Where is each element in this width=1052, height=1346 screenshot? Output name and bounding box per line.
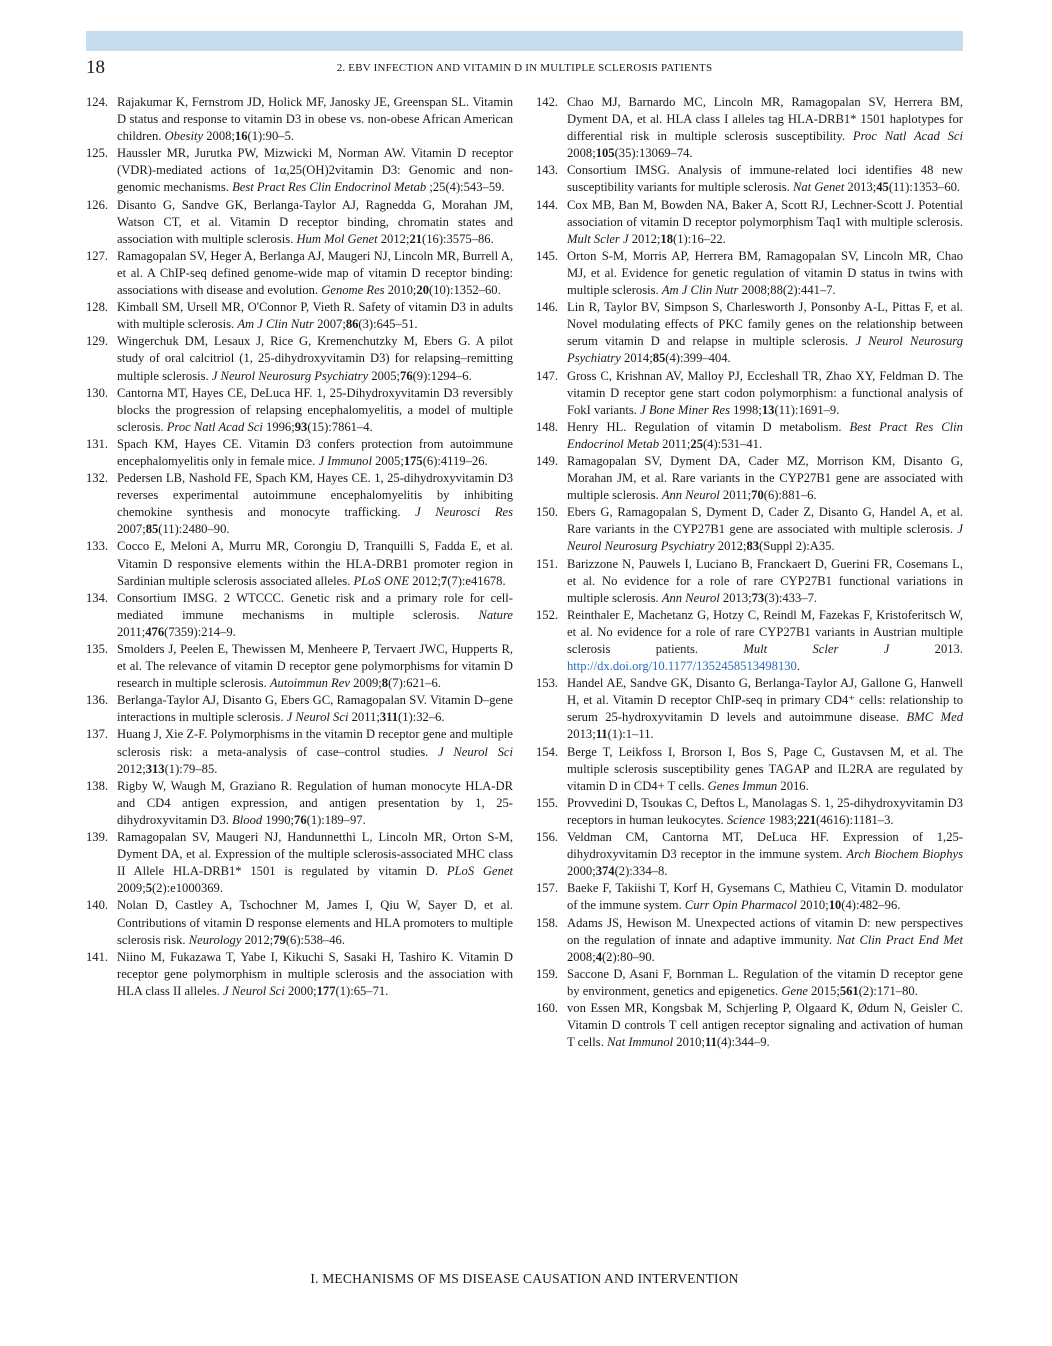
reference-volume: 25 xyxy=(690,436,703,451)
reference-pages: (4):531–41. xyxy=(702,436,763,451)
reference-entry xyxy=(86,692,513,726)
reference-volume: 313 xyxy=(145,761,165,776)
reference-text: Veldman CM, Cantorna MT, DeLuca HF. Expression of 1,25-dihydroxyvitamin D3 receptor in the immune system. xyxy=(567,830,963,862)
reference-entry xyxy=(86,538,513,589)
reference-volume: 86 xyxy=(345,317,359,332)
reference-number: 147. xyxy=(536,368,559,383)
reference-year: 2015; xyxy=(811,983,840,998)
reference-entry xyxy=(536,915,963,966)
reference-text: Wingerchuk DM, Lesaux J, Rice G, Kremenchutzky M, Ebers G. A pilot study of oral calcitriol (1, 25-dihydroxyvitamin D3) for relapsing–remitting multiple sclerosis. xyxy=(117,334,513,383)
reference-number: 141. xyxy=(86,949,109,964)
reference-pages: (1):90–5. xyxy=(247,129,295,144)
reference-number: 128. xyxy=(86,300,109,315)
reference-entry xyxy=(536,607,963,675)
reference-journal: Gene xyxy=(781,983,808,998)
reference-text: Cantorna MT, Hayes CE, DeLuca HF. 1, 25-Dihydroxyvitamin D3 reversibly blocks the progression of relapsing encephalomyelitis, a model of multiple sclerosis. xyxy=(117,385,513,434)
reference-entry xyxy=(86,333,513,384)
reference-pages: (6):4119–26. xyxy=(422,453,488,468)
reference-number: 145. xyxy=(536,248,559,263)
reference-number: 144. xyxy=(536,197,559,212)
reference-text: Reinthaler E, Machetanz G, Hotzy C, Reindl M, Fazekas F, Kristoferitsch W, et al. No evidence for a role of rare CYP27B1 variants in Austrian multiple sclerosis patients. xyxy=(567,607,963,656)
reference-number: 151. xyxy=(536,556,559,571)
reference-pages: (1):16–22. xyxy=(673,231,726,246)
reference-volume: 7 xyxy=(440,573,448,588)
reference-year: 2009; xyxy=(117,881,146,896)
reference-volume: 20 xyxy=(416,283,430,298)
reference-year: 2007; xyxy=(317,317,346,332)
reference-entry xyxy=(536,94,963,162)
reference-volume: 311 xyxy=(379,710,399,725)
reference-number: 159. xyxy=(536,966,559,981)
reference-text: Smolders J, Peelen E, Thewissen M, Menheere P, Tervaert JWC, Hupperts R, et al. The relevance of vitamin D receptor gene polymorphisms for vitamin D research in multiple sclerosis. xyxy=(117,642,513,691)
page-number: 18 xyxy=(86,57,105,78)
reference-volume: 85 xyxy=(652,351,666,366)
reference-year: 1998; xyxy=(733,402,762,417)
reference-journal: Autoimmun Rev xyxy=(269,676,350,691)
reference-pages: (2):e1000369. xyxy=(151,881,223,896)
reference-volume: 561 xyxy=(839,983,859,998)
reference-pages: (6):881–6. xyxy=(763,488,817,503)
reference-year: 2000; xyxy=(567,864,596,879)
reference-pages: (16):3575–86. xyxy=(422,231,494,246)
reference-text: Saccone D, Asani F, Bornman L. Regulation of the vitamin D receptor gene by environment, genetics and epigenetics. xyxy=(567,966,963,998)
reference-journal: J Neurosci Res xyxy=(415,505,514,520)
reference-pages: (7):e41678. xyxy=(447,573,506,588)
reference-pages: (1):189–97. xyxy=(306,812,366,827)
reference-text: Consortium IMSG. 2 WTCCC. Genetic risk and a primary role for cell-mediated immune mechanisms in multiple sclerosis. xyxy=(117,590,513,622)
reference-journal: BMC Med xyxy=(906,710,963,725)
reference-journal: Proc Natl Acad Sci xyxy=(852,129,963,144)
reference-year: 1983; xyxy=(768,812,798,827)
reference-pages: (Suppl 2):A35. xyxy=(759,539,835,554)
reference-volume: 175 xyxy=(403,453,423,468)
reference-volume: 13 xyxy=(761,402,775,417)
reference-journal: J Neurol Neurosurg Psychiatry xyxy=(211,368,369,383)
reference-text: Lin R, Taylor BV, Simpson S, Charlesworth J, Ponsonby A-L, Pittas F, et al. Novel modulating effects of PKC family genes on the relationship between serum vitamin D and relapse in multiple sclerosis. xyxy=(567,300,963,349)
reference-journal: Mult Scler J xyxy=(743,642,890,656)
reference-number: 150. xyxy=(536,505,559,520)
reference-text: Disanto G, Sandve GK, Berlanga-Taylor AJ, Ragnedda G, Morahan JM, Watson CT, et al. Vitamin D receptor binding, chromatin states and association with multiple sclerosis. xyxy=(117,197,513,246)
reference-volume: 11 xyxy=(704,1035,717,1050)
reference-year: 2005; xyxy=(375,453,404,468)
reference-year: 2010; xyxy=(800,898,829,913)
reference-year: 2010; xyxy=(676,1035,705,1050)
reference-pages: (2):80–90. xyxy=(601,949,655,964)
reference-pages: (3):645–51. xyxy=(358,317,418,332)
reference-year: 2008; xyxy=(567,146,596,161)
reference-text: Ramagopalan SV, Dyment DA, Cader MZ, Morrison KM, Disanto G, Morahan JM, et al. Rare variants in the CYP27B1 gene are associated with multiple sclerosis. xyxy=(567,453,963,503)
reference-journal: Arch Biochem Biophys xyxy=(846,847,963,862)
reference-pages: (1):32–6. xyxy=(398,710,445,725)
reference-entry xyxy=(86,197,513,248)
reference-number: 156. xyxy=(536,830,559,845)
reference-text: Cox MB, Ban M, Bowden NA, Baker A, Scott RJ, Lechner-Scott J. Potential association of vitamin D receptor polymorphism Taq1 with multiple sclerosis. xyxy=(567,197,963,229)
reference-journal: PLoS ONE xyxy=(353,573,410,588)
reference-journal: J Neurol Sci xyxy=(222,983,285,998)
reference-year: 2012; xyxy=(380,231,410,246)
reference-text: Consortium IMSG. Analysis of immune-related loci identifies 48 new susceptibility variants for multiple sclerosis. xyxy=(567,163,963,195)
reference-entry xyxy=(86,641,513,692)
reference-entry xyxy=(86,94,513,145)
reference-pages: (11):1691–9. xyxy=(774,402,840,417)
reference-volume: 45 xyxy=(876,180,889,195)
reference-text: Barizzone N, Pauwels I, Luciano B, Franckaert D, Guerini FR, Cosemans L, et al. No evidence for a role of rare CYP27B1 functional variations in multiple sclerosis. xyxy=(567,556,963,605)
reference-number: 135. xyxy=(86,642,109,656)
reference-entry xyxy=(536,504,963,555)
reference-text: Ramagopalan SV, Maugeri NJ, Handunnetthi L, Lincoln MR, Orton S-M, Dyment DA, et al. Expression of the multiple sclerosis-associated MHC class II Allele HLA-DRB1* 1501 is regulated by vitamin D. xyxy=(117,830,513,879)
reference-pages: (4):344–9. xyxy=(716,1035,770,1050)
reference-journal: PLoS Genet xyxy=(446,864,514,879)
reference-year: 2013; xyxy=(567,727,596,742)
reference-text: Cocco E, Meloni A, Murru MR, Corongiu D, Tranquilli S, Fadda E, et al. Vitamin D responsive elements within the HLA-DRB1 promoter region in Sardinian multiple sclerosis associated alleles. xyxy=(117,539,513,588)
reference-pages: (15):7861–4. xyxy=(307,419,373,434)
reference-year: 2005; xyxy=(371,368,401,383)
reference-journal: J Immunol xyxy=(318,453,372,468)
reference-number: 131. xyxy=(86,436,109,451)
reference-entry xyxy=(86,726,513,777)
reference-number: 126. xyxy=(86,197,109,212)
reference-pages: (10):1352–60. xyxy=(429,283,501,298)
reference-year: 2008; xyxy=(567,949,596,964)
reference-journal: Am J Clin Nutr xyxy=(661,283,739,298)
reference-year: 2011; xyxy=(117,624,146,639)
reference-year: 2009; xyxy=(353,676,382,691)
reference-year: 2012; xyxy=(117,761,146,776)
reference-text: Kimball SM, Ursell MR, O'Connor P, Vieth R. Safety of vitamin D3 in adults with multiple sclerosis. xyxy=(117,300,513,332)
header-color-bar xyxy=(86,31,963,51)
reference-year: 2012; xyxy=(244,932,274,947)
reference-pages: (11):2480–90. xyxy=(158,522,230,537)
reference-entry xyxy=(536,368,963,419)
reference-text: Pedersen LB, Nashold FE, Spach KM, Hayes CE. 1, 25-dihydroxyvitamin D3 reverses experimental autoimmune encephalomyelitis by inhibiting chemokine synthesis and monocyte trafficking. xyxy=(117,471,513,520)
reference-pages: . xyxy=(796,659,800,674)
reference-year: ;25(4):543–59. xyxy=(429,180,505,195)
reference-number: 160. xyxy=(536,1000,559,1015)
reference-text: Huang J, Xie Z-F. Polymorphisms in the vitamin D receptor gene and multiple sclerosis risk: a meta-analysis of case–control studies. xyxy=(117,727,513,759)
reference-text: Spach KM, Hayes CE. Vitamin D3 confers protection from autoimmune encephalomyelitis only in female mice. xyxy=(117,436,513,468)
reference-number: 146. xyxy=(536,300,559,315)
reference-year: 2011; xyxy=(722,488,752,503)
reference-text: Henry HL. Regulation of vitamin D metabolism. xyxy=(567,419,842,434)
reference-text: Provvedini D, Tsoukas C, Deftos L, Manolagas S. 1, 25-dihydroxyvitamin D3 receptors in human leukocytes. xyxy=(567,795,963,827)
reference-pages: (4):482–96. xyxy=(841,898,901,913)
reference-number: 158. xyxy=(536,915,559,930)
reference-pages: (11):1353–60. xyxy=(888,180,961,195)
reference-volume: 11 xyxy=(595,727,608,742)
reference-journal: Obesity xyxy=(164,129,204,144)
reference-year: 2008; xyxy=(206,129,235,144)
reference-entry xyxy=(86,470,513,538)
reference-volume: 10 xyxy=(828,898,842,913)
reference-entry xyxy=(86,590,513,641)
reference-entry xyxy=(536,744,963,795)
reference-pages: (2):334–8. xyxy=(614,864,668,879)
reference-volume: 16 xyxy=(234,129,248,144)
reference-number: 124. xyxy=(86,95,109,109)
reference-entry xyxy=(86,145,513,196)
reference-entry xyxy=(536,829,963,880)
reference-entry xyxy=(86,778,513,829)
reference-journal: Blood xyxy=(232,812,263,827)
reference-journal: Neurology xyxy=(188,932,242,947)
reference-year: 1996; xyxy=(266,419,295,434)
reference-volume: 221 xyxy=(797,812,817,827)
reference-entry xyxy=(86,436,513,470)
reference-text: Haussler MR, Jurutka PW, Mizwicki M, Norman AW. Vitamin D receptor (VDR)-mediated actions of 1α,25(OH)2vitamin D3: Genomic and non-genomic mechanisms. xyxy=(117,146,513,195)
reference-number: 137. xyxy=(86,727,109,742)
reference-year: 2013; xyxy=(722,590,752,605)
reference-number: 152. xyxy=(536,607,559,622)
reference-year: 2014; xyxy=(624,351,653,366)
reference-volume: 76 xyxy=(400,368,413,383)
reference-volume: 177 xyxy=(316,983,336,998)
reference-number: 157. xyxy=(536,881,559,896)
reference-journal: Genes Immun xyxy=(707,778,778,793)
reference-journal: Genome Res xyxy=(321,283,385,298)
reference-volume: 79 xyxy=(273,932,286,947)
reference-volume: 476 xyxy=(145,624,165,639)
reference-volume: 5 xyxy=(145,881,152,896)
reference-text: Chao MJ, Barnardo MC, Lincoln MR, Ramagopalan SV, Herrera BM, Dyment DA, et al. HLA class I alleles tag HLA-DRB1* 1501 haplotypes for differential risk in multiple sclerosis susceptibility. xyxy=(567,95,963,144)
reference-text: Ebers G, Ramagopalan S, Dyment D, Cader Z, Disanto G, Handel A, et al. Rare variants in the CYP27B1 gene are associated with multiple sclerosis. xyxy=(567,505,963,537)
reference-year: 2012; xyxy=(717,539,747,554)
reference-pages: (9):1294–6. xyxy=(412,368,472,383)
reference-number: 139. xyxy=(86,830,109,845)
reference-year: 2011; xyxy=(662,436,691,451)
reference-journal: Nature xyxy=(478,607,513,622)
reference-volume: 4 xyxy=(595,949,602,964)
reference-pages: (7):621–6. xyxy=(388,676,441,691)
reference-text: Rigby W, Waugh M, Graziano R. Regulation of human monocyte HLA-DR and CD4 antigen expression, and antigen presentation by 1, 25-dihydroxyvitamin D3. xyxy=(117,778,513,827)
reference-year: 2012; xyxy=(412,573,441,588)
reference-year: 2007; xyxy=(117,522,146,537)
reference-number: 143. xyxy=(536,163,559,178)
reference-number: 155. xyxy=(536,795,559,810)
reference-journal: Nat Clin Pract End Met xyxy=(836,932,963,947)
reference-journal: Best Pract Res Clin Endocrinol Metab xyxy=(232,180,427,195)
reference-journal: Hum Mol Genet xyxy=(296,231,378,246)
reference-volume: 8 xyxy=(381,676,389,691)
reference-entry xyxy=(86,299,513,333)
reference-pages: (7359):214–9. xyxy=(164,624,236,639)
reference-pages: (4616):1181–3. xyxy=(816,812,894,827)
reference-pages: (35):13069–74. xyxy=(614,146,693,161)
reference-journal: Nat Immunol xyxy=(607,1035,674,1050)
reference-text: von Essen MR, Kongsbak M, Schjerling P, Olgaard K, Ødum N, Geisler C. Vitamin D controls T cell antigen receptor signaling and activation of human T cells. xyxy=(567,1000,963,1050)
reference-journal: J Neurol Sci xyxy=(286,710,349,725)
reference-number: 125. xyxy=(86,146,109,161)
reference-number: 134. xyxy=(86,590,109,605)
reference-journal: Curr Opin Pharmacol xyxy=(684,898,797,913)
reference-number: 148. xyxy=(536,419,559,434)
reference-number: 153. xyxy=(536,676,559,691)
reference-entry xyxy=(536,966,963,1000)
reference-year: 2013. xyxy=(934,642,963,656)
reference-text: Berge T, Leikfoss I, Brorson I, Bos S, Page C, Gustavsen M, et al. The multiple sclerosis susceptibility genes TAGAP and IL2RA are regulated by vitamin D in CD4+ T cells. xyxy=(567,744,963,793)
reference-entry xyxy=(536,248,963,299)
reference-column-right xyxy=(536,94,963,1051)
reference-year: 2011; xyxy=(351,710,380,725)
reference-journal: Ann Neurol xyxy=(661,488,720,503)
reference-entry xyxy=(86,385,513,436)
reference-volume: 76 xyxy=(294,812,307,827)
reference-doi-link[interactable]: http://dx.doi.org/10.1177/1352458513498130 xyxy=(567,659,797,674)
reference-number: 149. xyxy=(536,453,559,468)
reference-journal: Nat Genet xyxy=(792,180,845,195)
reference-year: 2016. xyxy=(780,778,809,793)
reference-volume: 73 xyxy=(751,590,765,605)
reference-volume: 85 xyxy=(145,522,159,537)
reference-text: Baeke F, Takiishi T, Korf H, Gysemans C, Mathieu C, Vitamin D. modulator of the immune system. xyxy=(567,881,963,913)
page-footer: I. MECHANISMS OF MS DISEASE CAUSATION AND INTERVENTION xyxy=(310,1271,739,1286)
reference-journal: J Bone Miner Res xyxy=(640,402,730,417)
reference-number: 132. xyxy=(86,471,109,486)
reference-volume: 70 xyxy=(751,488,764,503)
reference-entry xyxy=(536,556,963,607)
reference-text: Rajakumar K, Fernstrom JD, Holick MF, Janosky JE, Greenspan SL. Vitamin D status and response to vitamin D3 in obese vs. non-obese African American children. xyxy=(117,95,513,144)
reference-text: Nolan D, Castley A, Tschochner M, James I, Qiu W, Sayer D, et al. Contributions of vitamin D response elements and HLA promoters to multiple sclerosis risk. xyxy=(117,898,513,947)
reference-year: 2013; xyxy=(847,180,877,195)
reference-pages: (1):1–11. xyxy=(607,727,654,742)
reference-pages: (3):433–7. xyxy=(764,590,818,605)
reference-column-left xyxy=(86,94,513,1000)
reference-volume: 93 xyxy=(294,419,308,434)
reference-pages: (6):538–46. xyxy=(285,932,345,947)
reference-entry xyxy=(86,829,513,897)
reference-entry xyxy=(536,162,963,196)
reference-number: 136. xyxy=(86,693,109,708)
reference-entry xyxy=(536,299,963,367)
reference-number: 127. xyxy=(86,248,109,263)
reference-volume: 18 xyxy=(660,231,673,246)
reference-number: 138. xyxy=(86,778,109,793)
reference-entry xyxy=(536,675,963,743)
reference-entry xyxy=(536,880,963,914)
reference-journal: J Neurol Neurosurg Psychiatry xyxy=(567,334,963,366)
reference-text: Gross C, Krishnan AV, Malloy PJ, Eccleshall TR, Zhao XY, Feldman D. The vitamin D receptor gene start codon polymorphism: a functional analysis of FokI variants. xyxy=(567,368,963,417)
reference-journal: Best Pract Res Clin Endocrinol Metab xyxy=(567,419,963,451)
reference-entry xyxy=(86,949,513,1000)
reference-entry xyxy=(536,453,963,504)
reference-text: Handel AE, Sandve GK, Disanto G, Berlanga-Taylor AJ, Gallone G, Hanwell H, et al. Vitamin D receptor ChIP-seq in primary CD4⁺ cells: relationship to serum 25-hydroxyvitamin D levels and autoimmune disease. xyxy=(567,676,963,725)
reference-volume: 374 xyxy=(595,864,615,879)
reference-number: 154. xyxy=(536,744,559,759)
reference-entry xyxy=(86,897,513,948)
reference-number: 129. xyxy=(86,334,109,349)
reference-volume: 83 xyxy=(746,539,760,554)
reference-text: Niino M, Fukazawa T, Yabe I, Kikuchi S, Sasaki H, Tashiro K. Vitamin D receptor gene polymorphism in multiple sclerosis and the association with HLA class II alleles. xyxy=(117,949,513,998)
reference-text: Adams JS, Hewison M. Unexpected actions of vitamin D: new perspectives on the regulation of innate and adaptive immunity. xyxy=(567,915,963,947)
reference-journal: J Neurol Neurosurg Psychiatry xyxy=(567,522,963,554)
reference-text: Ramagopalan SV, Heger A, Berlanga AJ, Maugeri NJ, Lincoln MR, Burrell A, et al. A ChIP-seq defined genome-wide map of vitamin D receptor binding: associations with disease and evolution. xyxy=(117,248,513,298)
reference-journal: Proc Natl Acad Sci xyxy=(166,419,263,434)
reference-year: 2008;88(2):441–7. xyxy=(741,283,836,298)
reference-entry xyxy=(86,248,513,299)
reference-number: 133. xyxy=(86,539,109,554)
reference-entry xyxy=(536,1000,963,1051)
reference-volume: 21 xyxy=(409,231,423,246)
reference-text: Orton S-M, Morris AP, Herrera BM, Ramagopalan SV, Lincoln MR, Chao MJ, et al. Evidence for genetic regulation of vitamin D status in twins with multiple sclerosis. xyxy=(567,248,963,298)
reference-volume: 105 xyxy=(595,146,615,161)
reference-text: Berlanga-Taylor AJ, Disanto G, Ebers GC, Ramagopalan SV. Vitamin D–gene interactions in multiple sclerosis. xyxy=(117,693,513,725)
reference-journal: J Neurol Sci xyxy=(438,744,513,759)
reference-number: 142. xyxy=(536,95,559,109)
reference-journal: Mult Scler J xyxy=(567,231,629,246)
reference-year: 1990; xyxy=(265,812,295,827)
reference-journal: Am J Clin Nutr xyxy=(237,317,314,332)
reference-pages: (4):399–404. xyxy=(665,351,731,366)
reference-entry xyxy=(536,197,963,248)
reference-journal: Ann Neurol xyxy=(661,590,720,605)
reference-entry xyxy=(536,419,963,453)
reference-year: 2000; xyxy=(287,983,317,998)
reference-pages: (2):171–80. xyxy=(858,983,918,998)
running-head: 2. EBV INFECTION AND VITAMIN D IN MULTIPLE SCLEROSIS PATIENTS xyxy=(336,62,713,74)
reference-number: 140. xyxy=(86,898,109,913)
reference-year: 2010; xyxy=(387,283,417,298)
reference-entry xyxy=(536,795,963,829)
reference-number: 130. xyxy=(86,385,109,400)
reference-pages: (1):65–71. xyxy=(335,983,389,998)
reference-year: 2012; xyxy=(631,231,661,246)
reference-journal: Science xyxy=(726,812,766,827)
reference-pages: (1):79–85. xyxy=(164,761,218,776)
